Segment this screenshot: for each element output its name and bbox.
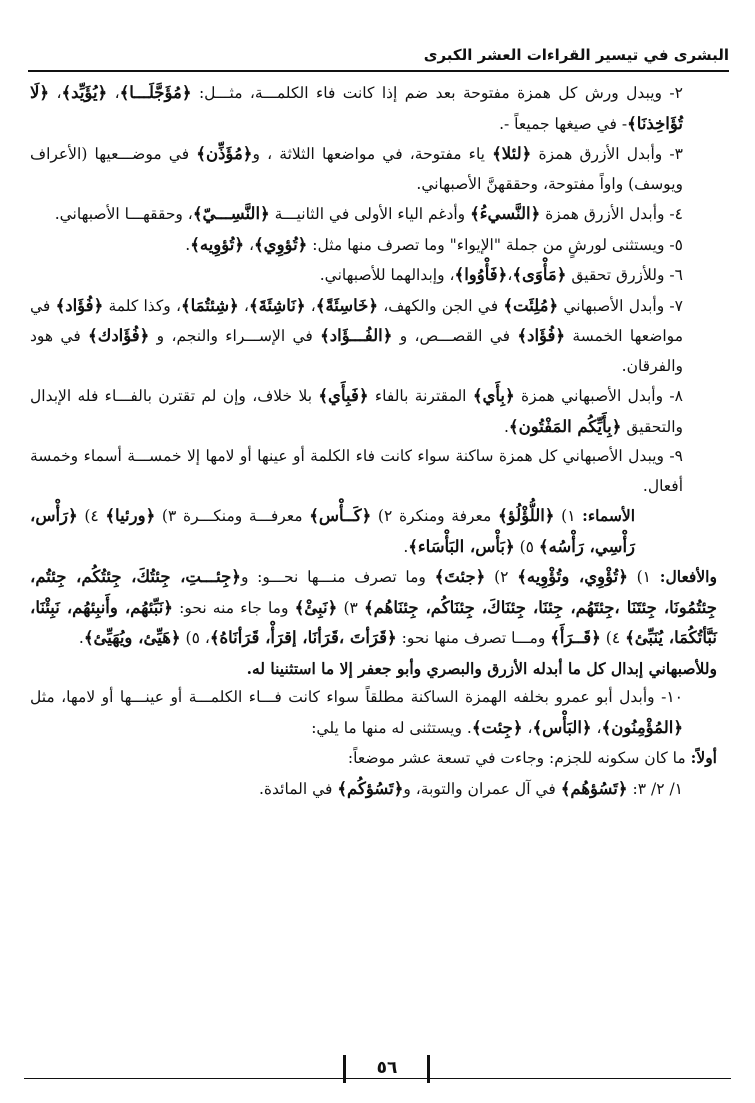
paragraph-7: ٧- وأبدل الأصبهاني ﴿مُلِئَت﴾ في الجن والكهف، ﴿خَاسِئَةً﴾، ﴿نَاشِئَةَ﴾، ﴿شِئتُمَا﴾، وكذا كلمة ﴿فُؤَاد﴾ في مواضعها الخمسة ﴿فُؤَاد﴾ في القصـــص، و ﴿الفُـــؤَاد﴾ في الإســـراء والنجم، و ﴿فُؤَادك﴾ في هود والفرقان. xyxy=(30,295,683,375)
page-body xyxy=(30,78,717,804)
first-exception: أولاً: ما كان سكونه للجزم: وجاءت في تسعة عشر موضعاً: xyxy=(347,748,717,767)
book-title: البشرى في تيسير القراءات العشر الكبرى xyxy=(423,46,729,64)
page-number: ٥٦ xyxy=(376,1058,398,1078)
summary-line: وللأصبهاني إبدال كل ما أبدله الأزرق والبصري وأبو جعفر إلا ما استثنينا له. xyxy=(246,658,717,678)
footer-rule xyxy=(24,1078,731,1079)
paragraph-8: ٨- وأبدل الأصبهاني همزة ﴿بِأَي﴾ المقترنة بالفاء ﴿فَبِأَي﴾ بلا خلاف، وإن لم تقترن بالفـــاء فله الإبدال والتحقيق ﴿بِأَيِّكُم المَفْتُون﴾. xyxy=(30,386,683,436)
asma-list: الأسماء: ١) ﴿اللُّؤْلُؤ﴾ معرفة ومنكرة ٢) ﴿كَــأْس﴾ معرفـــة ومنكـــرة ٣) ﴿ورئيا﴾ ٤) ﴿رَأْس، رَأْسِي، رَأْسُه﴾ ٥) ﴿بَأْس، البَأْسَاء﴾. xyxy=(30,506,635,556)
paragraph-3: ٣- وأبدل الأزرق همزة ﴿لئلا﴾ ياء مفتوحة، في مواضعها الثلاثة ، و﴿مُؤَذِّن﴾ في موضـــعيها (الأعراف ويوسف) واواً مفتوحة، وحققهنَّ الأصبهاني. xyxy=(30,144,683,193)
footer-divider-left xyxy=(343,1055,346,1083)
reference-line: ١/ ٢/ ٣: ﴿تَسُؤهُم﴾ في آل عمران والتوبة، و﴿تَسُؤكُم﴾ في المائدة. xyxy=(258,778,683,798)
paragraph-9: ٩- ويبدل الأصبهاني كل همزة ساكنة سواء كانت فاء الكلمة أو عينها أو لامها إلا خمســـة أسماء وخمسة أفعال. xyxy=(30,447,683,495)
afaal-list: والأفعال: ١) ﴿تُؤْوِي، وتُؤْوِيه﴾ ٢) ﴿جئتَ﴾ وما تصرف منـــها نحـــو: و﴿جِئـــتِ، جِئتُكَ، جِئتُكُم، جِئتُم، جِئتُمُونَا، جِئتَنَا ،جِئتَهُم، جِئنَا، جِئنَاكَ، جِئنَاكُم، جِئنَاهُم﴾ ٣) ﴿نَبِئْ﴾ وما جاء منه نحو: ﴿نَبِّئهُم، وأَنبِئهُم، نَبِئْنَا، نَبَّأتُكُمَا، يُنَبِّئ﴾ ٤) ﴿قَــرَأَ﴾ ومـــا تصرف منها نحو: ﴿قَرَأتَ ،قَرَأنَا، إقرَأْ، قَرَأنَاهُ﴾، ٥) ﴿هَيِّئ، ويُهَيِّئ﴾. xyxy=(30,567,717,647)
paragraph-10: ١٠- وأبدل أبو عمرو بخلفه الهمزة الساكنة مطلقاً سواء كانت فـــاء الكلمـــة أو عينـــها أو لامها، مثل ﴿المُؤْمِنُون﴾، ﴿البَأْس﴾، ﴿جِئت﴾. ويستثنى له منها ما يلي: xyxy=(30,688,683,737)
running-header xyxy=(28,42,729,72)
paragraph-4: ٤- وأبدل الأزرق همزة ﴿النَّسيءُ﴾ وأدغم الياء الأولى في الثانيـــة ﴿النَّسِـــيّ﴾، وحققهـــا الأصبهاني. xyxy=(54,204,683,223)
asma-label: الأسماء: xyxy=(582,506,635,525)
footer-divider-right xyxy=(427,1055,430,1083)
paragraph-5: ٥- ويستثنى لورشٍ من جملة "الإيواء" وما تصرف منها مثل: ﴿تُؤوِي﴾، ﴿تُؤوِيه﴾. xyxy=(185,234,683,254)
paragraph-2: ٢- ويبدل ورش كل همزة مفتوحة بعد ضم إذا كانت فاء الكلمـــة، مثـــل: ﴿مُؤَجَّلَـــا﴾، ﴿يُؤَيِّد﴾، ﴿لَا تُؤَاخِذنَا﴾- في صيغها جميعاً -. xyxy=(30,83,683,133)
afaal-label: والأفعال: xyxy=(659,567,717,586)
paragraph-6: ٦- وللأزرق تحقيق ﴿مَأْوَى﴾،﴿فَأْوُوا﴾، وإبدالهما للأصبهاني. xyxy=(319,265,683,284)
